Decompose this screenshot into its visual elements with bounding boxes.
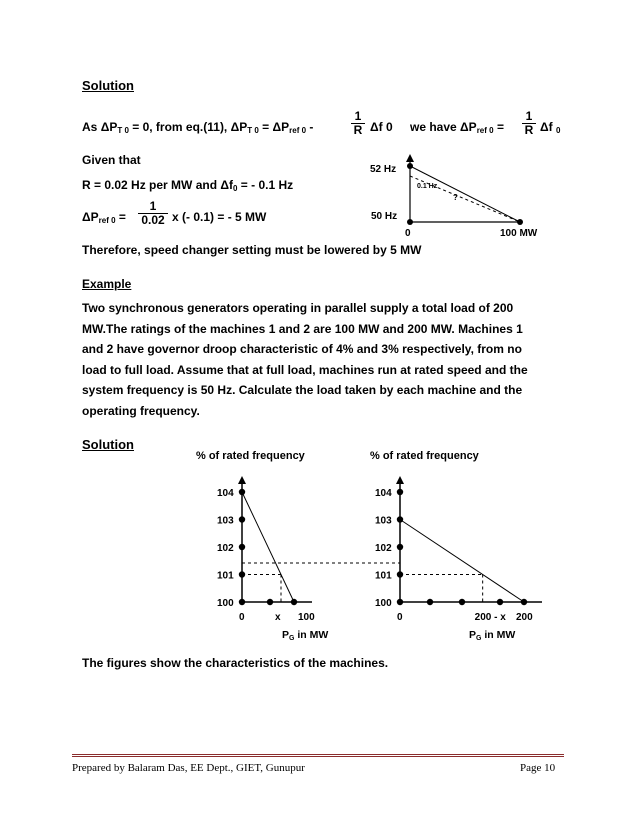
machine2-y-tick-label: 100	[375, 598, 392, 609]
machine2-droop-line	[400, 520, 524, 603]
machine2-x-tick-end: 200	[516, 612, 533, 623]
example-line: and 2 have governor droop characteristic of 4% and 3% respectively, from no	[82, 342, 522, 357]
machine1-y-tick-label: 101	[217, 570, 234, 582]
machine1-y-tick-dot	[239, 544, 245, 550]
machine1-x-axis-dot	[267, 599, 273, 605]
fraction-one-over-002: $\frac{1}{0.02}$	[138, 200, 168, 227]
machine1-x-tick-origin: 0	[239, 612, 245, 623]
example-line: MW.The ratings of the machines 1 and 2 are 100 MW and 200 MW. Machines 1	[82, 321, 523, 336]
machine2-y-tick-dot	[397, 489, 403, 495]
small-graph-100mw-label: 100 MW	[500, 228, 538, 239]
equation-line-left: As $\Delta P_{T 0} = 0$, from eq.(11), $\Delta P_{T 0} = \Delta P_{ref 0}$ -	[82, 120, 314, 135]
example-line: Two synchronous generators operating in parallel supply a total load of 200	[82, 301, 514, 315]
footer-rule	[72, 754, 564, 757]
machine2-y-tick-label: 103	[375, 515, 392, 527]
machine2-y-tick-dot	[397, 544, 403, 550]
machine2-x-axis-dot	[427, 599, 433, 605]
machine2-y-tick-label: 101	[375, 570, 392, 582]
delta-f0-right: Δf $_0$	[540, 120, 561, 135]
footer-page-number: Page 10	[520, 762, 556, 774]
machine1-y-tick-dot	[239, 516, 245, 522]
fraction-one-over-r: $\frac{1}{R}$	[351, 110, 365, 137]
machine2-x-axis-dot	[459, 599, 465, 605]
machine1-y-tick-label: 103	[217, 515, 234, 527]
machine2-x-axis-dot	[497, 599, 503, 605]
machine1-title: % of rated frequency	[196, 450, 305, 462]
example-line: operating frequency.	[82, 403, 200, 418]
small-graph-unknown-label: ?	[453, 193, 458, 202]
fraction-one-over-r-2: $\frac{1}{R}$	[522, 110, 536, 137]
figures-caption: The figures show the characteristics of the machines.	[82, 656, 389, 670]
conclusion: Therefore, speed changer setting must be lowered by 5 MW	[82, 243, 422, 257]
equation-line-right: we have $\Delta P_{ref 0}$ =	[410, 120, 504, 135]
machine1-y-tick-label: 104	[217, 488, 234, 499]
small-graph-52hz-label: 52 Hz	[370, 164, 397, 175]
delta-f0: Δf 0	[370, 120, 393, 134]
machine1-x-end-dot	[291, 599, 297, 605]
machine2-x-label: PG in MW	[469, 629, 516, 642]
example-line: system frequency is 50 Hz. Calculate the load taken by each machine and the	[82, 383, 523, 398]
machine1-x-tick-operating: x	[275, 612, 281, 623]
example-line: load to full load. Assume that at full load, machines run at rated speed and the	[82, 362, 528, 377]
machine2-chart	[370, 450, 542, 642]
small-graph-origin-label: 0	[405, 228, 411, 239]
machine2-y-tick-label: 104	[375, 488, 392, 499]
machine1-x-label: PG in MW	[282, 629, 329, 642]
given-values: R = 0.02 Hz per MW and $\Delta f_0$ = - 0.1 Hz	[82, 178, 294, 193]
machine1-droop-line	[242, 492, 294, 602]
machine1-y-tick-label: 102	[217, 543, 234, 554]
calc-result: x (- 0.1) = - 5 MW	[172, 210, 267, 224]
machine1-y-tick-dot	[239, 599, 245, 605]
solution2-heading: Solution	[82, 437, 134, 452]
given-that: Given that	[82, 153, 141, 167]
machine2-y-arrow	[396, 476, 404, 484]
machine1-chart	[196, 450, 328, 642]
machine2-x-tick-origin: 0	[397, 612, 403, 623]
machine1-x-tick-end: 100	[298, 612, 315, 623]
machine2-y-tick-dot	[397, 599, 403, 605]
machine1-y-arrow	[238, 476, 246, 484]
machine2-title: % of rated frequency	[370, 450, 479, 462]
example-heading: Example	[82, 277, 132, 291]
machine1-y-tick-label: 100	[217, 598, 234, 609]
calc-lhs: $\Delta P_{ref 0}$ =	[82, 210, 126, 225]
small-graph-50hz-label: 50 Hz	[371, 211, 398, 222]
machine2-y-tick-label: 102	[375, 543, 392, 554]
footer-author: Prepared by Balaram Das, EE Dept., GIET, Gunupur	[72, 762, 305, 774]
machine2-x-tick-operating: 200 - x	[474, 612, 506, 623]
small-graph-delta-label: 0.1 Hz	[417, 183, 438, 190]
machine2-x-end-dot	[521, 599, 527, 605]
solution-heading: Solution	[82, 78, 134, 93]
